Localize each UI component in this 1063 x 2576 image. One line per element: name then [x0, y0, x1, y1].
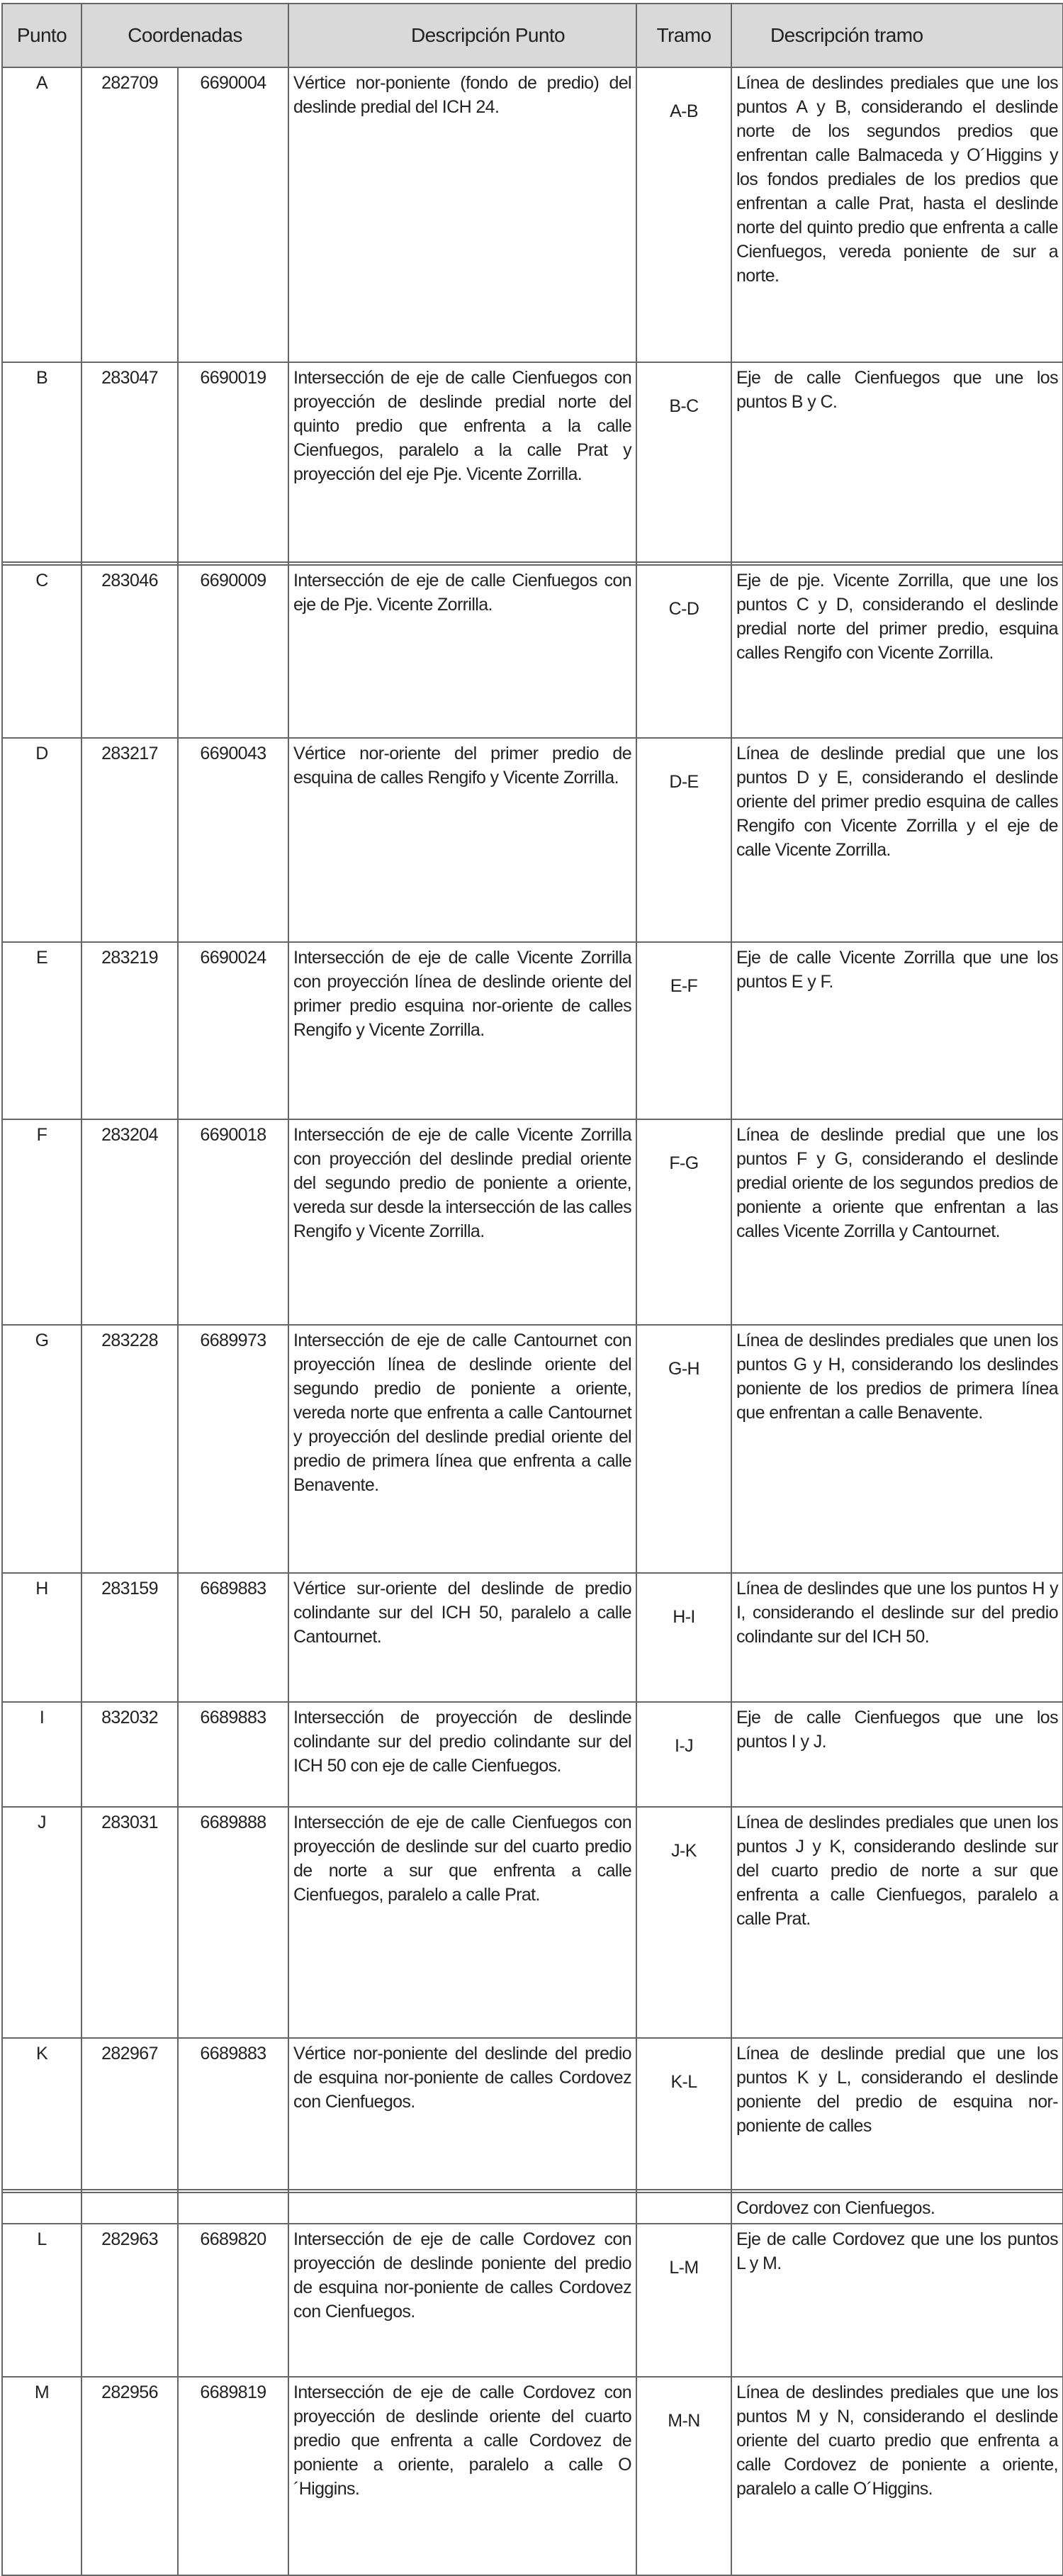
- coordinate-x-cell: 283217: [81, 738, 178, 942]
- coordinate-y-cell: 6689819: [178, 2377, 288, 2575]
- coordinate-y-cell: 6689883: [178, 1702, 288, 1807]
- table-row: [2, 2038, 1063, 2190]
- puntos-tramos-table: [1, 3, 1063, 2576]
- point-description-cell: Vértice nor-poniente (fondo de predio) del deslinde predial del ICH 24.: [288, 67, 636, 362]
- table-body: [2, 67, 1063, 2575]
- punto-cell: I: [2, 1702, 81, 1807]
- punto-cell: J: [2, 1807, 81, 2038]
- tramo-cell: J-K: [636, 1807, 731, 2038]
- punto-cell: B: [2, 362, 81, 562]
- coordinate-y-cell: 6690019: [178, 362, 288, 562]
- table-row: [2, 362, 1063, 562]
- coordinate-x-cell: 283204: [81, 1119, 178, 1325]
- tramo-cell: H-I: [636, 1573, 731, 1702]
- point-description-cell: Vértice sur-oriente del deslinde de predio colindante sur del ICH 50, paralelo a calle Cantournet.: [288, 1573, 636, 1702]
- tramo-cell: I-J: [636, 1702, 731, 1807]
- coordinate-x-cell: 282709: [81, 67, 178, 362]
- punto-cell: H: [2, 1573, 81, 1702]
- table-header: [2, 4, 1063, 67]
- coordinate-y-cell: [178, 2193, 288, 2224]
- tramo-description-cell: Línea de deslindes que une los puntos H y I, considerando el deslinde sur del predio colindante sur del ICH 50.: [731, 1573, 1063, 1702]
- tramo-cell: D-E: [636, 738, 731, 942]
- point-description-cell: Intersección de eje de calle Vicente Zorrilla con proyección del deslinde predial oriente del segundo predio de poniente a oriente, vereda sur desde la intersección de las calles Rengifo y Vicente Zorrilla.: [288, 1119, 636, 1325]
- coordinate-y-cell: 6690009: [178, 565, 288, 738]
- point-description-cell: Vértice nor-poniente del deslinde del predio de esquina nor-poniente de calles Cordovez con Cienfuegos.: [288, 2038, 636, 2190]
- coordinate-x-cell: 832032: [81, 1702, 178, 1807]
- tramo-description-cell: Cordovez con Cienfuegos.: [731, 2193, 1063, 2224]
- table-row: [2, 1702, 1063, 1807]
- tramo-description-cell: Línea de deslindes prediales que une los puntos M y N, considerando el deslinde oriente del cuarto predio que enfrenta a calle Cordovez de poniente a oriente, paralelo a calle O´Higgins.: [731, 2377, 1063, 2575]
- point-description-cell: Intersección de eje de calle Cienfuegos con proyección de deslinde predial norte del quinto predio que enfrenta a la calle Cienfuegos, paralelo a la calle Prat y proyección del eje Pje. Vicente Zorrilla.: [288, 362, 636, 562]
- coordinate-y-cell: 6690024: [178, 942, 288, 1119]
- point-description-cell: Intersección de proyección de deslinde colindante sur del predio colindante sur del ICH 50 con eje de calle Cienfuegos.: [288, 1702, 636, 1807]
- coordinate-y-cell: 6690004: [178, 67, 288, 362]
- table-row: [2, 738, 1063, 942]
- table-row: [2, 942, 1063, 1119]
- tramo-cell: C-D: [636, 565, 731, 738]
- coordinate-y-cell: 6689973: [178, 1325, 288, 1573]
- table-row: [2, 67, 1063, 362]
- point-description-cell: Intersección de eje de calle Cantournet con proyección línea de deslinde oriente del segundo predio de poniente a oriente, vereda norte que enfrenta a calle Cantournet y proyección del deslinde predial oriente del predio de primera línea que enfrenta a calle Benavente.: [288, 1325, 636, 1573]
- coordinate-x-cell: 283228: [81, 1325, 178, 1573]
- coordinate-y-cell: 6689820: [178, 2224, 288, 2377]
- punto-cell: A: [2, 67, 81, 362]
- punto-cell: G: [2, 1325, 81, 1573]
- coordinate-y-cell: 6689888: [178, 1807, 288, 2038]
- tramo-description-cell: Línea de deslinde predial que une los puntos D y E, considerando el deslinde oriente del primer predio esquina de calles Rengifo con Vicente Zorrilla y el eje de calle Vicente Zorrilla.: [731, 738, 1063, 942]
- coordinate-x-cell: 283219: [81, 942, 178, 1119]
- table-row: [2, 1119, 1063, 1325]
- punto-cell: L: [2, 2224, 81, 2377]
- table-row: [2, 2224, 1063, 2377]
- point-description-cell: Intersección de eje de calle Cienfuegos con eje de Pje. Vicente Zorrilla.: [288, 565, 636, 738]
- coordinate-x-cell: 282963: [81, 2224, 178, 2377]
- coordinate-x-cell: 283046: [81, 565, 178, 738]
- punto-cell: [2, 2193, 81, 2224]
- point-description-cell: Intersección de eje de calle Vicente Zorrilla con proyección línea de deslinde oriente del primer predio esquina nor-oriente de calles Rengifo y Vicente Zorrilla.: [288, 942, 636, 1119]
- point-description-cell: Vértice nor-oriente del primer predio de esquina de calles Rengifo y Vicente Zorrilla.: [288, 738, 636, 942]
- table-row: [2, 565, 1063, 738]
- punto-cell: C: [2, 565, 81, 738]
- tramo-description-cell: Eje de calle Vicente Zorrilla que une los puntos E y F.: [731, 942, 1063, 1119]
- coordinate-x-cell: 283159: [81, 1573, 178, 1702]
- punto-cell: D: [2, 738, 81, 942]
- coordinate-x-cell: 282956: [81, 2377, 178, 2575]
- coordinate-y-cell: 6690018: [178, 1119, 288, 1325]
- tramo-description-cell: Eje de calle Cienfuegos que une los puntos B y C.: [731, 362, 1063, 562]
- punto-cell: E: [2, 942, 81, 1119]
- tramo-cell: [636, 2193, 731, 2224]
- table-row: [2, 1325, 1063, 1573]
- coordinate-x-cell: 283031: [81, 1807, 178, 2038]
- tramo-description-cell: Eje de pje. Vicente Zorrilla, que une los puntos C y D, considerando el deslinde predial norte del primer predio, esquina calles Rengifo con Vicente Zorrilla.: [731, 565, 1063, 738]
- header-tramo: Tramo: [636, 4, 731, 67]
- tramo-cell: G-H: [636, 1325, 731, 1573]
- tramo-description-cell: Línea de deslindes prediales que unen los puntos G y H, considerando los deslindes poniente de los predios de primera línea que enfrentan a calle Benavente.: [731, 1325, 1063, 1573]
- coordinate-y-cell: 6689883: [178, 2038, 288, 2190]
- tramo-cell: M-N: [636, 2377, 731, 2575]
- tramo-cell: A-B: [636, 67, 731, 362]
- tramo-description-cell: Eje de calle Cienfuegos que une los puntos I y J.: [731, 1702, 1063, 1807]
- header-punto: Punto: [2, 4, 81, 67]
- point-description-cell: [288, 2193, 636, 2224]
- point-description-cell: Intersección de eje de calle Cordovez con proyección de deslinde oriente del cuarto predio que enfrenta a calle Cordovez de poniente a oriente, paralelo a calle O´Higgins.: [288, 2377, 636, 2575]
- tramo-cell: L-M: [636, 2224, 731, 2377]
- coordinate-x-cell: 283047: [81, 362, 178, 562]
- header-descripcion-tramo: Descripción tramo: [731, 4, 1063, 67]
- tramo-cell: F-G: [636, 1119, 731, 1325]
- tramo-description-cell: Línea de deslinde predial que une los puntos K y L, considerando el deslinde poniente del predio de esquina nor-poniente de calles: [731, 2038, 1063, 2190]
- table-row: [2, 1807, 1063, 2038]
- punto-cell: F: [2, 1119, 81, 1325]
- punto-cell: K: [2, 2038, 81, 2190]
- punto-cell: M: [2, 2377, 81, 2575]
- table-row-continuation: [2, 2193, 1063, 2224]
- table-row: [2, 1573, 1063, 1702]
- tramo-cell: K-L: [636, 2038, 731, 2190]
- header-descripcion-punto: Descripción Punto: [288, 4, 636, 67]
- tramo-description-cell: Línea de deslinde predial que une los puntos F y G, considerando el deslinde predial oriente de los segundos predios de poniente a oriente que enfrentan a las calles Vicente Zorrilla y Cantournet.: [731, 1119, 1063, 1325]
- coordinate-y-cell: 6690043: [178, 738, 288, 942]
- tramo-description-cell: Eje de calle Cordovez que une los puntos L y M.: [731, 2224, 1063, 2377]
- point-description-cell: Intersección de eje de calle Cordovez con proyección de deslinde poniente del predio de esquina nor-poniente de calles Cordovez con Cienfuegos.: [288, 2224, 636, 2377]
- tramo-cell: E-F: [636, 942, 731, 1119]
- tramo-description-cell: Línea de deslindes prediales que une los puntos A y B, considerando el deslinde norte de los segundos predios que enfrentan calle Balmaceda y O´Higgins y los fondos prediales de los predios que enfrentan a calle Prat, hasta el deslinde norte del quinto predio que enfrenta a calle Cienfuegos, vereda poniente de sur a norte.: [731, 67, 1063, 362]
- table-row: [2, 2377, 1063, 2575]
- header-coordenadas: Coordenadas: [81, 4, 288, 67]
- coordinate-y-cell: 6689883: [178, 1573, 288, 1702]
- tramo-cell: B-C: [636, 362, 731, 562]
- coordinate-x-cell: [81, 2193, 178, 2224]
- coordinate-x-cell: 282967: [81, 2038, 178, 2190]
- point-description-cell: Intersección de eje de calle Cienfuegos con proyección de deslinde sur del cuarto predio de norte a sur que enfrenta a calle Cienfuegos, paralelo a calle Prat.: [288, 1807, 636, 2038]
- tramo-description-cell: Línea de deslindes prediales que unen los puntos J y K, considerando deslinde sur del cuarto predio de norte a sur que enfrenta a calle Cienfuegos, paralelo a calle Prat.: [731, 1807, 1063, 2038]
